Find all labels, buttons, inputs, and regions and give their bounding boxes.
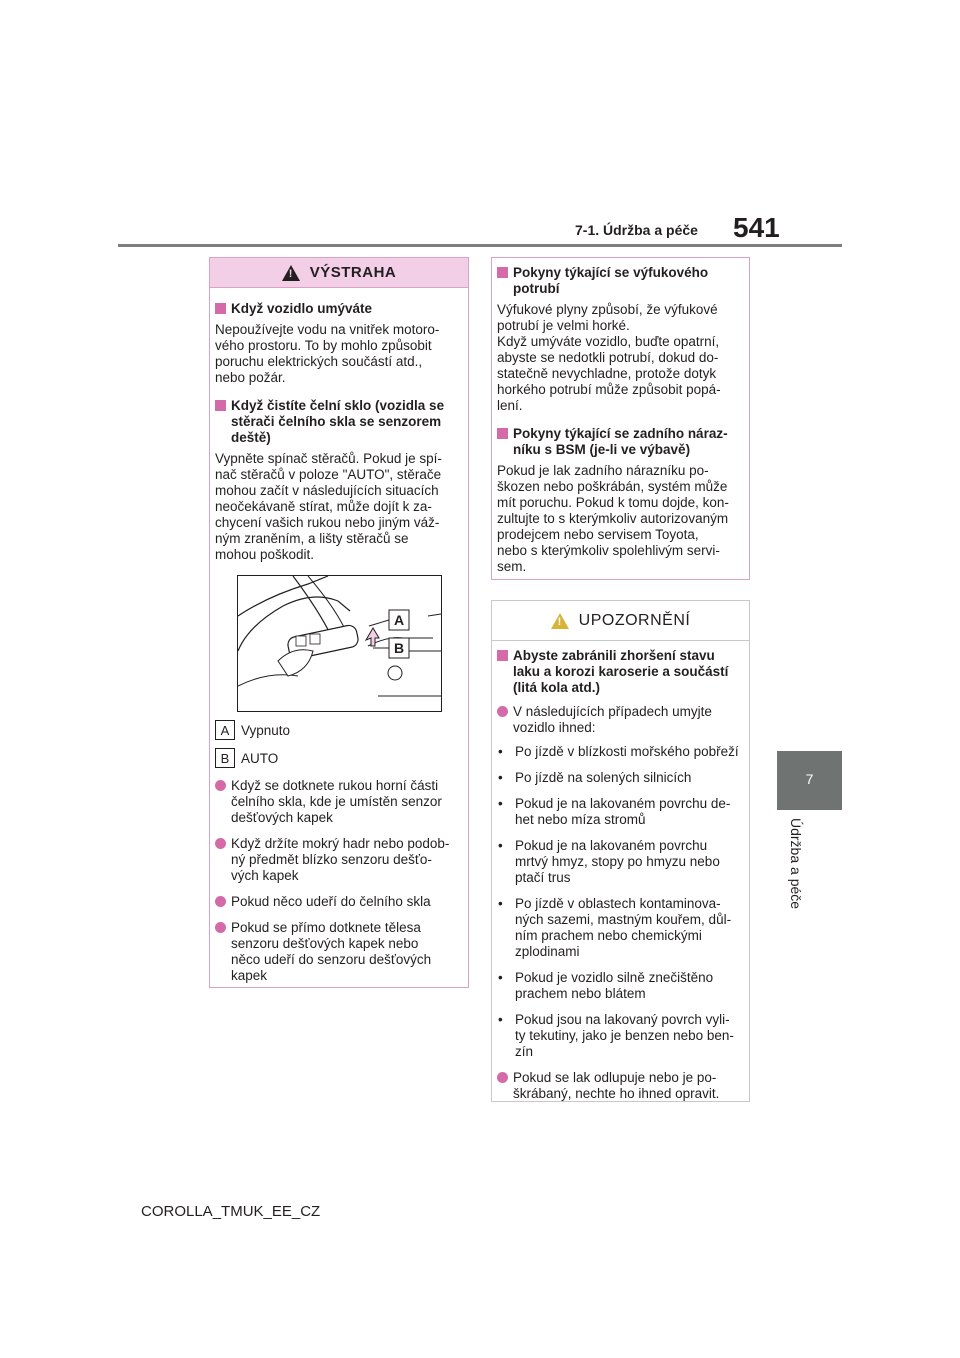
bullet-item: • Pokud jsou na lakovaný povrch vyli- ty tekutiny, jako je benzen nebo ben- zín xyxy=(498,1012,734,1059)
warning-section-text: Pokud je lak zadního nárazníku po- škozen nebo poškrábán, systém může mít poruchu. Pokud k tomu dojde, kon- zultujte to s kterýmkoliv autorizovaným prodejcem nebo servisem Toyota, nebo s kterýmkoliv spolehlivým servi- sem. xyxy=(497,463,729,574)
warning-section-title: Když čistíte čelní sklo (vozidla se stěrači čelního skla se senzorem deště) xyxy=(215,398,463,446)
warning-section-text: Nepoužívejte vodu na vnitřek motoro- vého prostoru. To by mohlo způsobit poruchu elektrických součástí atd., nebo požár. xyxy=(215,322,440,385)
round-bullet-icon xyxy=(215,780,226,791)
section-title: 7-1. Údržba a péče xyxy=(575,222,698,238)
caution-title: UPOZORNĚNÍ xyxy=(578,611,691,629)
caution-box xyxy=(491,600,750,1102)
round-bullet-icon xyxy=(215,896,226,907)
bullet-item: • Pokud je na lakovaném povrchu mrtvý hmyz, stopy po hmyzu nebo ptačí trus xyxy=(498,838,720,885)
figure-label-a: A xyxy=(393,612,405,628)
chapter-label: Údržba a péče xyxy=(788,818,804,910)
wiper-switch-figure xyxy=(237,575,442,712)
legend-key: B xyxy=(215,748,235,768)
warning-section-text: Výfukové plyny způsobí, že výfukové potrubí je velmi horké. Když umýváte vozidlo, buďte opatrní, abyste se nedotkli potrubí, dokud do- statečně nevychladne, protože dotyk horkého potrubí může způsobit popá- lení. xyxy=(497,302,721,413)
square-bullet-icon xyxy=(215,400,226,411)
legend-item: A Vypnuto xyxy=(215,720,463,740)
bullet-item: • Po jízdě v oblastech kontaminova- ných sazemi, mastným kouřem, důl- ním prachem nebo chemickými zplodinami xyxy=(498,896,732,959)
round-bullet-icon xyxy=(497,706,508,717)
page-number: 541 xyxy=(733,212,780,243)
list-item: Pokud něco udeří do čelního skla xyxy=(215,894,463,910)
warning-continuation-box xyxy=(491,257,750,580)
legend-key: A xyxy=(215,720,235,740)
square-bullet-icon xyxy=(497,650,508,661)
caution-header xyxy=(492,601,749,641)
warning-section-title: Pokyny týkající se zadního náraz- níku s BSM (je-li ve výbavě) xyxy=(497,426,744,458)
square-bullet-icon xyxy=(497,428,508,439)
warning-header xyxy=(210,258,468,288)
header-divider xyxy=(118,244,842,247)
round-bullet-icon xyxy=(215,838,226,849)
warning-title: VÝSTRAHA xyxy=(309,264,397,281)
list-item: Když se dotknete rukou horní části čelního skla, kde je umístěn senzor dešťových kapek xyxy=(215,778,463,826)
warning-section-title: Když vozidlo umýváte xyxy=(215,301,463,317)
legend-item: B AUTO xyxy=(215,748,463,768)
square-bullet-icon xyxy=(215,303,226,314)
bullet-item: • Po jízdě na solených silnicích xyxy=(498,770,692,785)
round-bullet-icon xyxy=(215,922,226,933)
list-item: Pokud se přímo dotknete tělesa senzoru dešťových kapek nebo něco udeří do senzoru dešťových kapek xyxy=(215,920,463,984)
chapter-tab[interactable]: 7 xyxy=(777,751,842,810)
warning-section-text: Vypněte spínač stěračů. Pokud je spí- nač stěračů v poloze "AUTO", stěrače mohou začít v následujících situacích neočekávaně stírat, může dojít k za- chycení vašich rukou nebo jiným váž- ným zraněním, a lišty stěračů se mohou poškodit. xyxy=(215,451,442,562)
bullet-item: • Pokud je vozidlo silně znečištěno prachem nebo blátem xyxy=(498,970,714,1001)
square-bullet-icon xyxy=(497,267,508,278)
warning-icon: ! xyxy=(282,265,300,281)
round-bullet-icon xyxy=(497,1072,508,1083)
caution-section-title: Abyste zabránili zhoršení stavu laku a korozi karoserie a součástí (litá kola atd.) xyxy=(497,648,744,696)
bullet-item: • Po jízdě v blízkosti mořského pobřeží xyxy=(498,744,739,759)
document-code: COROLLA_TMUK_EE_CZ xyxy=(141,1203,321,1220)
list-item: Pokud se lak odlupuje nebo je po- škrábaný, nechte ho ihned opravit. xyxy=(497,1070,744,1102)
wiper-lever-illustration xyxy=(238,576,441,711)
list-item: V následujících případech umyjte vozidlo ihned: xyxy=(497,704,744,736)
warning-box xyxy=(209,257,469,988)
list-item: Když držíte mokrý hadr nebo podob- ný předmět blízko senzoru dešťo- vých kapek xyxy=(215,836,463,884)
warning-section-title: Pokyny týkající se výfukového potrubí xyxy=(497,265,744,297)
figure-label-b: B xyxy=(393,640,405,656)
bullet-item: • Pokud je na lakovaném povrchu de- het nebo míza stromů xyxy=(498,796,731,827)
caution-icon: ! xyxy=(551,613,569,629)
